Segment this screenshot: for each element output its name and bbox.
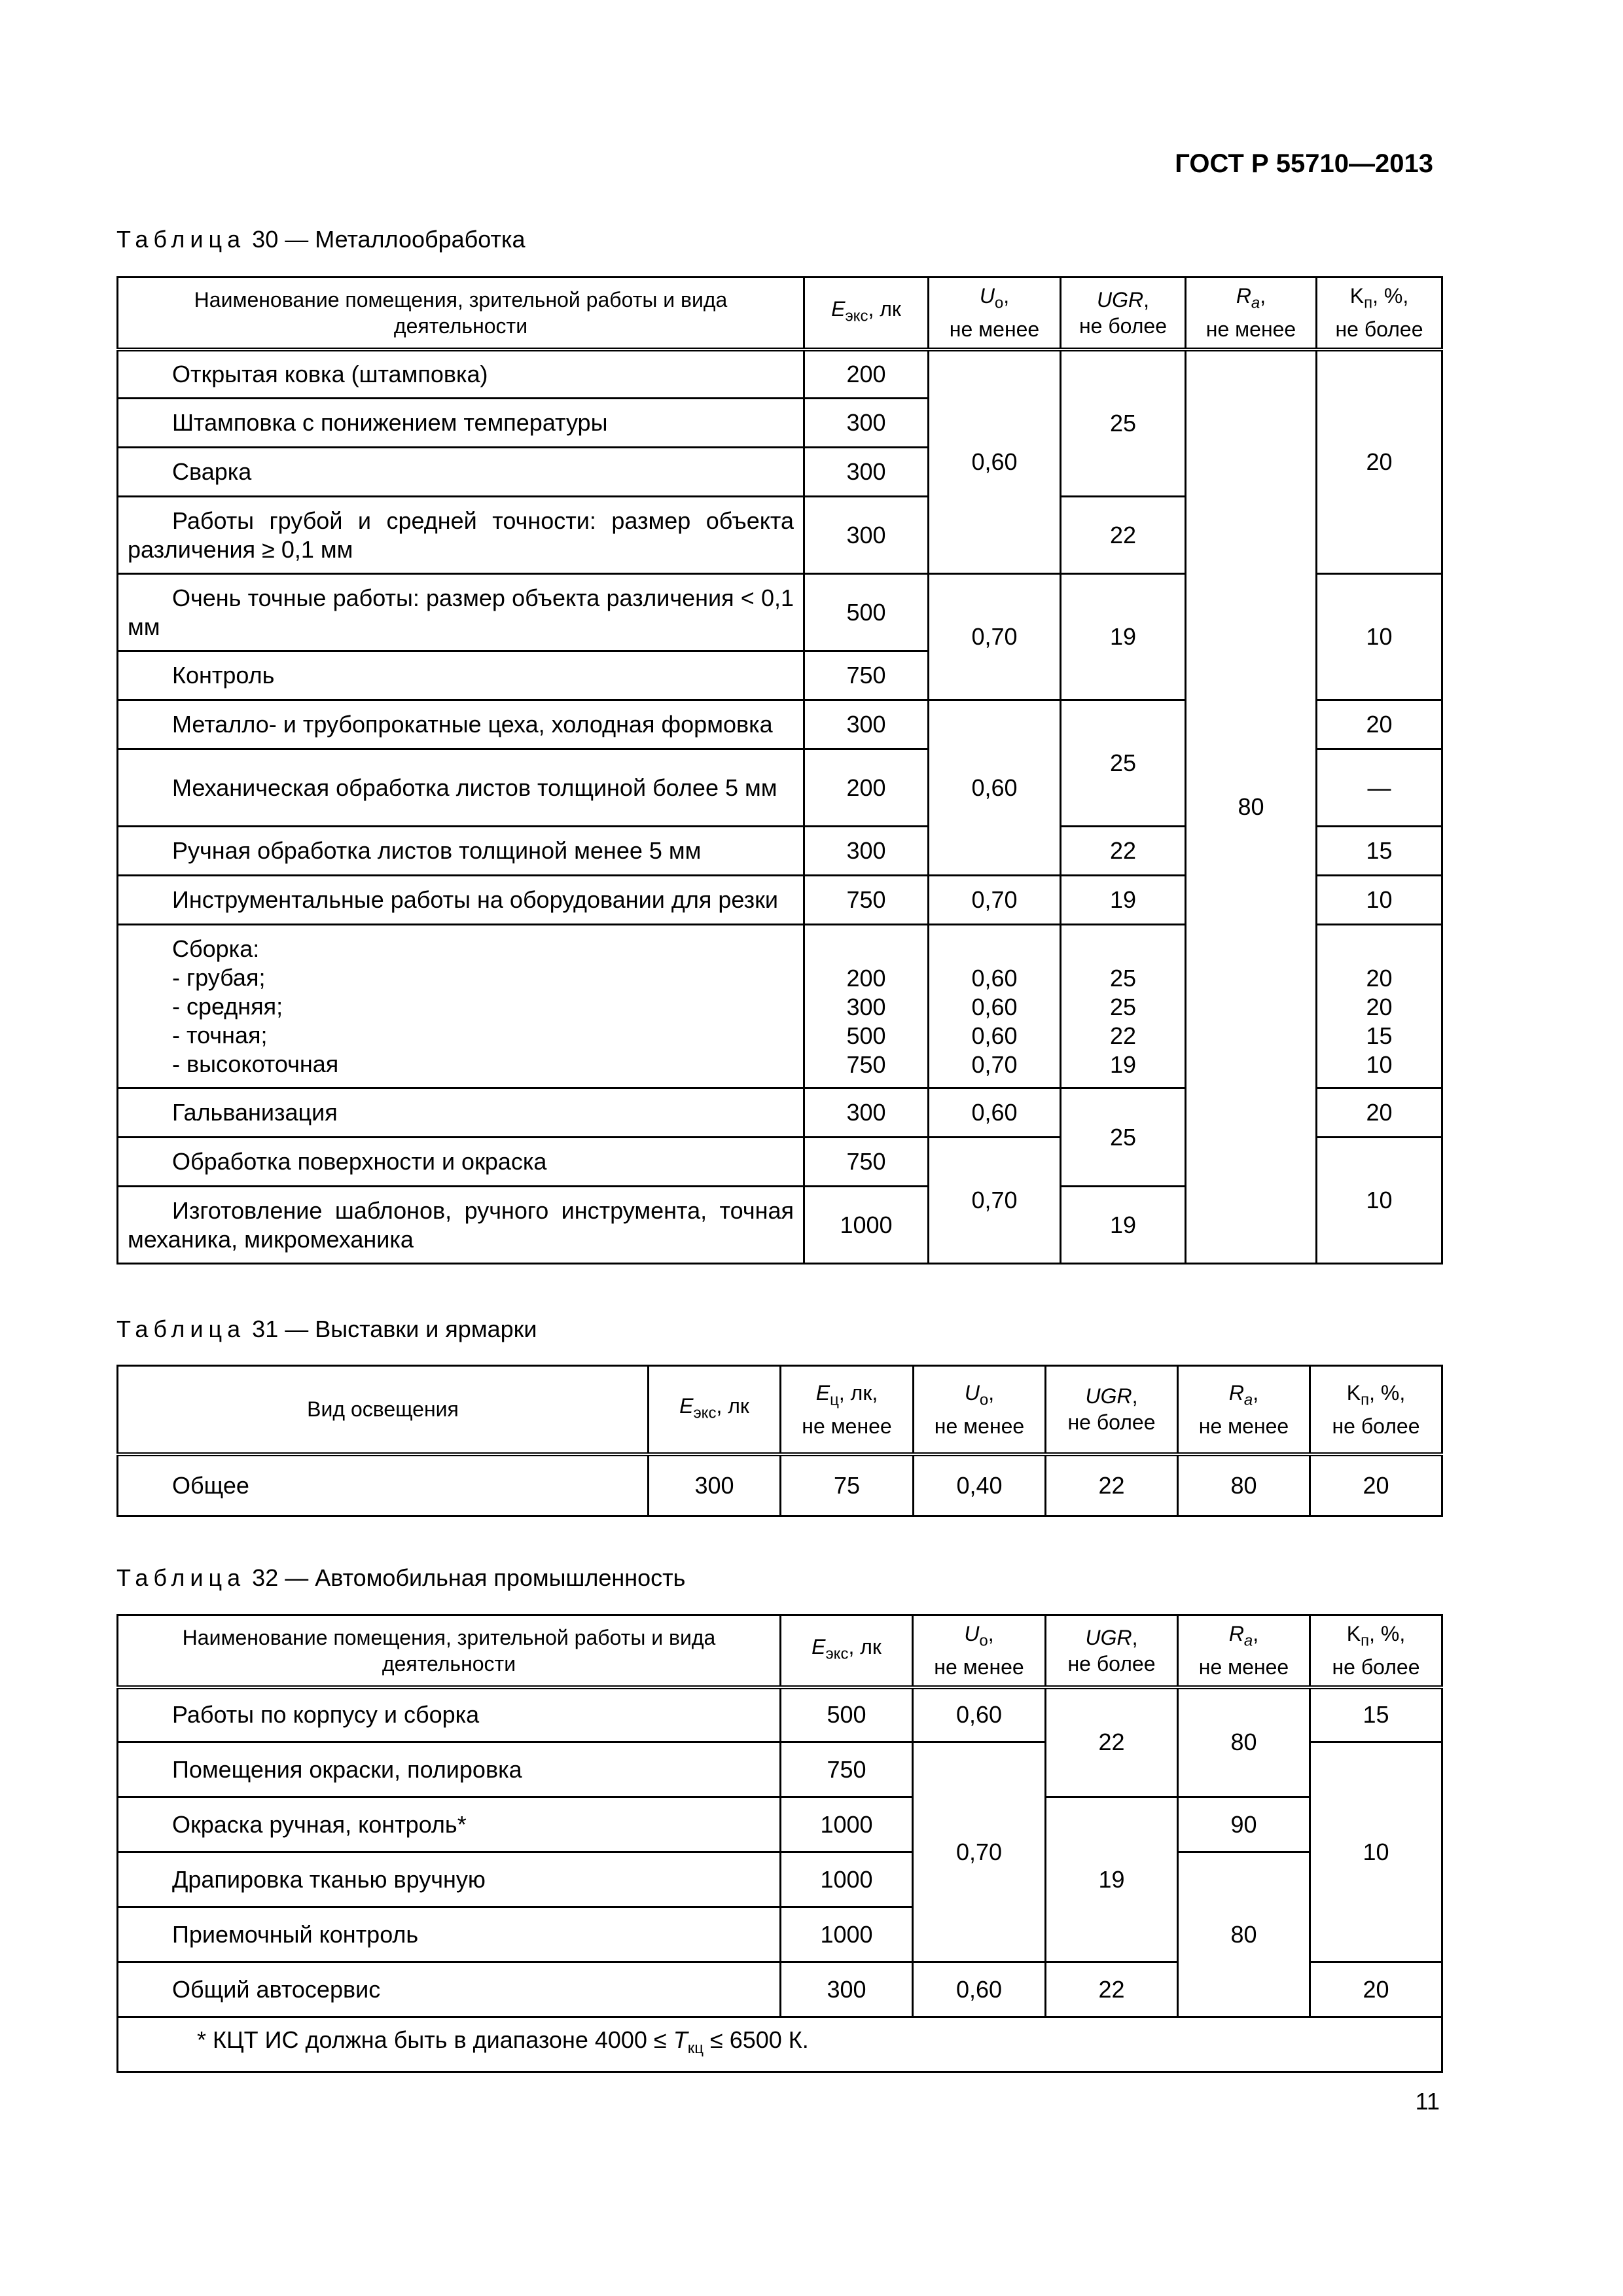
assembly-e: 200 300 500 750 bbox=[804, 925, 929, 1088]
k-cell: 20 bbox=[1317, 700, 1442, 749]
table30-caption bbox=[116, 226, 526, 253]
table32 bbox=[116, 1614, 1443, 2073]
row-e: 200 bbox=[804, 350, 929, 399]
ugr-cell: 22 bbox=[1061, 827, 1186, 876]
table32-header-name: Наименование помещения, зрительной работы и вида деятельности bbox=[118, 1615, 781, 1687]
document-code: ГОСТ Р 55710—2013 bbox=[1175, 149, 1433, 178]
assembly-names bbox=[118, 925, 804, 1088]
table-row bbox=[118, 1687, 1442, 1742]
footnote-row bbox=[118, 2017, 1442, 2072]
table32-header-u: $U_о$, не менее bbox=[913, 1615, 1046, 1687]
row-k: 20 bbox=[1310, 1454, 1442, 1516]
row-name: Ручная обработка листов толщиной менее 5 мм bbox=[118, 827, 804, 876]
row-e: 750 bbox=[804, 1138, 929, 1187]
assembly-item: - грубая; bbox=[172, 963, 266, 991]
table32-caption-prefix: Таблица bbox=[116, 1564, 246, 1591]
row-name: Окраска ручная, контроль* bbox=[118, 1797, 781, 1852]
table30-header-ra: $R_a$, не менее bbox=[1186, 278, 1317, 350]
row-name: Работы по корпусу и сборка bbox=[118, 1687, 781, 1742]
table30-header-e: $E_{экс}$, лк bbox=[804, 278, 929, 350]
table30-header-row bbox=[118, 278, 1442, 350]
row-e: 750 bbox=[781, 1742, 913, 1797]
assembly-item: - точная; bbox=[172, 1021, 268, 1049]
table30-header-k: $K_п$, %, не более bbox=[1317, 278, 1442, 350]
row-name: Инструментальные работы на оборудовании для резки bbox=[118, 876, 804, 925]
table31-caption-prefix: Таблица bbox=[116, 1316, 246, 1342]
row-e: 300 bbox=[804, 1088, 929, 1138]
u-cell: 0,60 bbox=[913, 1962, 1046, 2017]
table-row bbox=[118, 1797, 1442, 1852]
ugr-cell: 22 bbox=[1046, 1962, 1178, 2017]
row-name: Механическая обработка листов толщиной более 5 мм bbox=[118, 749, 804, 827]
row-e: 1000 bbox=[781, 1852, 913, 1907]
row-name: Гальванизация bbox=[118, 1088, 804, 1138]
row-e: 750 bbox=[804, 876, 929, 925]
u-cell: 0,60 bbox=[929, 1088, 1061, 1138]
ra-cell: 80 bbox=[1178, 1687, 1310, 1797]
row-ec: 75 bbox=[781, 1454, 914, 1516]
row-name: Очень точные работы: размер объекта различения < 0,1 мм bbox=[118, 574, 804, 651]
k-cell: 10 bbox=[1317, 876, 1442, 925]
table32-footnote: * КЦТ ИС должна быть в диапазоне $4000 \le T_{кц} \le 6500$ К. bbox=[118, 2017, 1442, 2072]
table-row bbox=[118, 350, 1442, 399]
k-cell: 20 bbox=[1317, 350, 1442, 574]
ugr-cell: 19 bbox=[1061, 876, 1186, 925]
assembly-ugr: 25 25 22 19 bbox=[1061, 925, 1186, 1088]
row-e: 300 bbox=[804, 827, 929, 876]
table30-header-name: Наименование помещения, зрительной работы и вида деятельности bbox=[118, 278, 804, 350]
row-e: 1000 bbox=[804, 1187, 929, 1264]
ugr-cell: 22 bbox=[1061, 497, 1186, 574]
table31-header-ra: $R_a$, не менее bbox=[1178, 1366, 1310, 1454]
row-e: 300 bbox=[804, 399, 929, 448]
row-e: 200 bbox=[804, 749, 929, 827]
row-name: Сварка bbox=[118, 448, 804, 497]
assembly-k: 20 20 15 10 bbox=[1317, 925, 1442, 1088]
table32-header-ra: $R_a$, не менее bbox=[1178, 1615, 1310, 1687]
ugr-cell: 25 bbox=[1061, 1088, 1186, 1187]
table32-caption bbox=[116, 1564, 685, 1592]
u-cell: 0,70 bbox=[929, 876, 1061, 925]
k-cell: 15 bbox=[1317, 827, 1442, 876]
row-e: 300 bbox=[649, 1454, 781, 1516]
ugr-cell: 25 bbox=[1061, 700, 1186, 827]
k-cell: 20 bbox=[1317, 1088, 1442, 1138]
ugr-cell: 25 bbox=[1061, 350, 1186, 497]
table32-header-e: $E_{экс}$, лк bbox=[781, 1615, 913, 1687]
table32-header-k: $K_п$, %, не более bbox=[1310, 1615, 1442, 1687]
u-cell: 0,60 bbox=[913, 1687, 1046, 1742]
table-row bbox=[118, 1852, 1442, 1907]
k-cell: — bbox=[1317, 749, 1442, 827]
table32-header-row bbox=[118, 1615, 1442, 1687]
row-e: 750 bbox=[804, 651, 929, 700]
ra-cell: 90 bbox=[1178, 1797, 1310, 1852]
row-ra: 80 bbox=[1178, 1454, 1310, 1516]
row-name: Общее bbox=[118, 1454, 649, 1516]
row-name: Изготовление шаблонов, ручного инструмента, точная механика, микромеханика bbox=[118, 1187, 804, 1264]
row-name: Металло- и трубопрокатные цеха, холодная формовка bbox=[118, 700, 804, 749]
table30-header-ugr: UGR, не более bbox=[1061, 278, 1186, 350]
table31-header-e: $E_{экс}$, лк bbox=[649, 1366, 781, 1454]
table31-header-ec: $E_ц$, лк, не менее bbox=[781, 1366, 914, 1454]
table31-header-k: $K_п$, %, не более bbox=[1310, 1366, 1442, 1454]
table31-header-ugr: UGR, не более bbox=[1046, 1366, 1178, 1454]
row-name: Обработка поверхности и окраска bbox=[118, 1138, 804, 1187]
table31 bbox=[116, 1365, 1443, 1517]
table30-caption-prefix: Таблица bbox=[116, 226, 246, 253]
row-name: Штамповка с понижением температуры bbox=[118, 399, 804, 448]
row-e: 1000 bbox=[781, 1907, 913, 1962]
ra-cell: 80 bbox=[1186, 350, 1317, 1264]
row-u: 0,40 bbox=[914, 1454, 1046, 1516]
table31-header-u: $U_о$, не менее bbox=[914, 1366, 1046, 1454]
row-name: Контроль bbox=[118, 651, 804, 700]
assembly-title: Сборка: bbox=[172, 935, 260, 962]
row-ugr: 22 bbox=[1046, 1454, 1178, 1516]
table31-caption bbox=[116, 1316, 537, 1343]
table32-caption-title: 32 — Автомобильная промышленность bbox=[252, 1564, 686, 1591]
row-name: Работы грубой и средней точности: размер объекта различения ≥ 0,1 мм bbox=[118, 497, 804, 574]
k-cell: 15 bbox=[1310, 1687, 1442, 1742]
row-e: 300 bbox=[804, 497, 929, 574]
ugr-cell: 19 bbox=[1061, 1187, 1186, 1264]
assembly-item: - средняя; bbox=[172, 992, 283, 1020]
page-number: 11 bbox=[1415, 2088, 1440, 2115]
ugr-cell: 22 bbox=[1046, 1687, 1178, 1797]
table30-header-u: $U_о$, не менее bbox=[929, 278, 1061, 350]
row-name: Открытая ковка (штамповка) bbox=[118, 350, 804, 399]
table-row bbox=[118, 1454, 1442, 1516]
u-cell: 0,70 bbox=[929, 1138, 1061, 1264]
row-e: 500 bbox=[781, 1687, 913, 1742]
row-e: 300 bbox=[781, 1962, 913, 2017]
table31-caption-title: 31 — Выставки и ярмарки bbox=[252, 1316, 537, 1342]
u-cell: 0,60 bbox=[929, 350, 1061, 574]
ugr-cell: 19 bbox=[1061, 574, 1186, 700]
k-cell: 10 bbox=[1317, 574, 1442, 700]
row-e: 1000 bbox=[781, 1797, 913, 1852]
row-e: 500 bbox=[804, 574, 929, 651]
table31-header-name: Вид освещения bbox=[118, 1366, 649, 1454]
assembly-item: - высокоточная bbox=[172, 1050, 339, 1077]
row-e: 300 bbox=[804, 700, 929, 749]
assembly-u: 0,60 0,60 0,60 0,70 bbox=[929, 925, 1061, 1088]
table30-caption-title: 30 — Металлообработка bbox=[252, 226, 526, 253]
k-cell: 10 bbox=[1310, 1742, 1442, 1962]
row-name: Общий автосервис bbox=[118, 1962, 781, 2017]
table30 bbox=[116, 276, 1443, 1265]
k-cell: 10 bbox=[1317, 1138, 1442, 1264]
row-name: Помещения окраски, полировка bbox=[118, 1742, 781, 1797]
row-e: 300 bbox=[804, 448, 929, 497]
ra-cell: 80 bbox=[1178, 1852, 1310, 2017]
u-cell: 0,70 bbox=[913, 1742, 1046, 1962]
row-name: Драпировка тканью вручную bbox=[118, 1852, 781, 1907]
table31-header-row bbox=[118, 1366, 1442, 1454]
k-cell: 20 bbox=[1310, 1962, 1442, 2017]
u-cell: 0,60 bbox=[929, 700, 1061, 876]
ugr-cell: 19 bbox=[1046, 1797, 1178, 1962]
u-cell: 0,70 bbox=[929, 574, 1061, 700]
table32-header-ugr: UGR, не более bbox=[1046, 1615, 1178, 1687]
row-name: Приемочный контроль bbox=[118, 1907, 781, 1962]
